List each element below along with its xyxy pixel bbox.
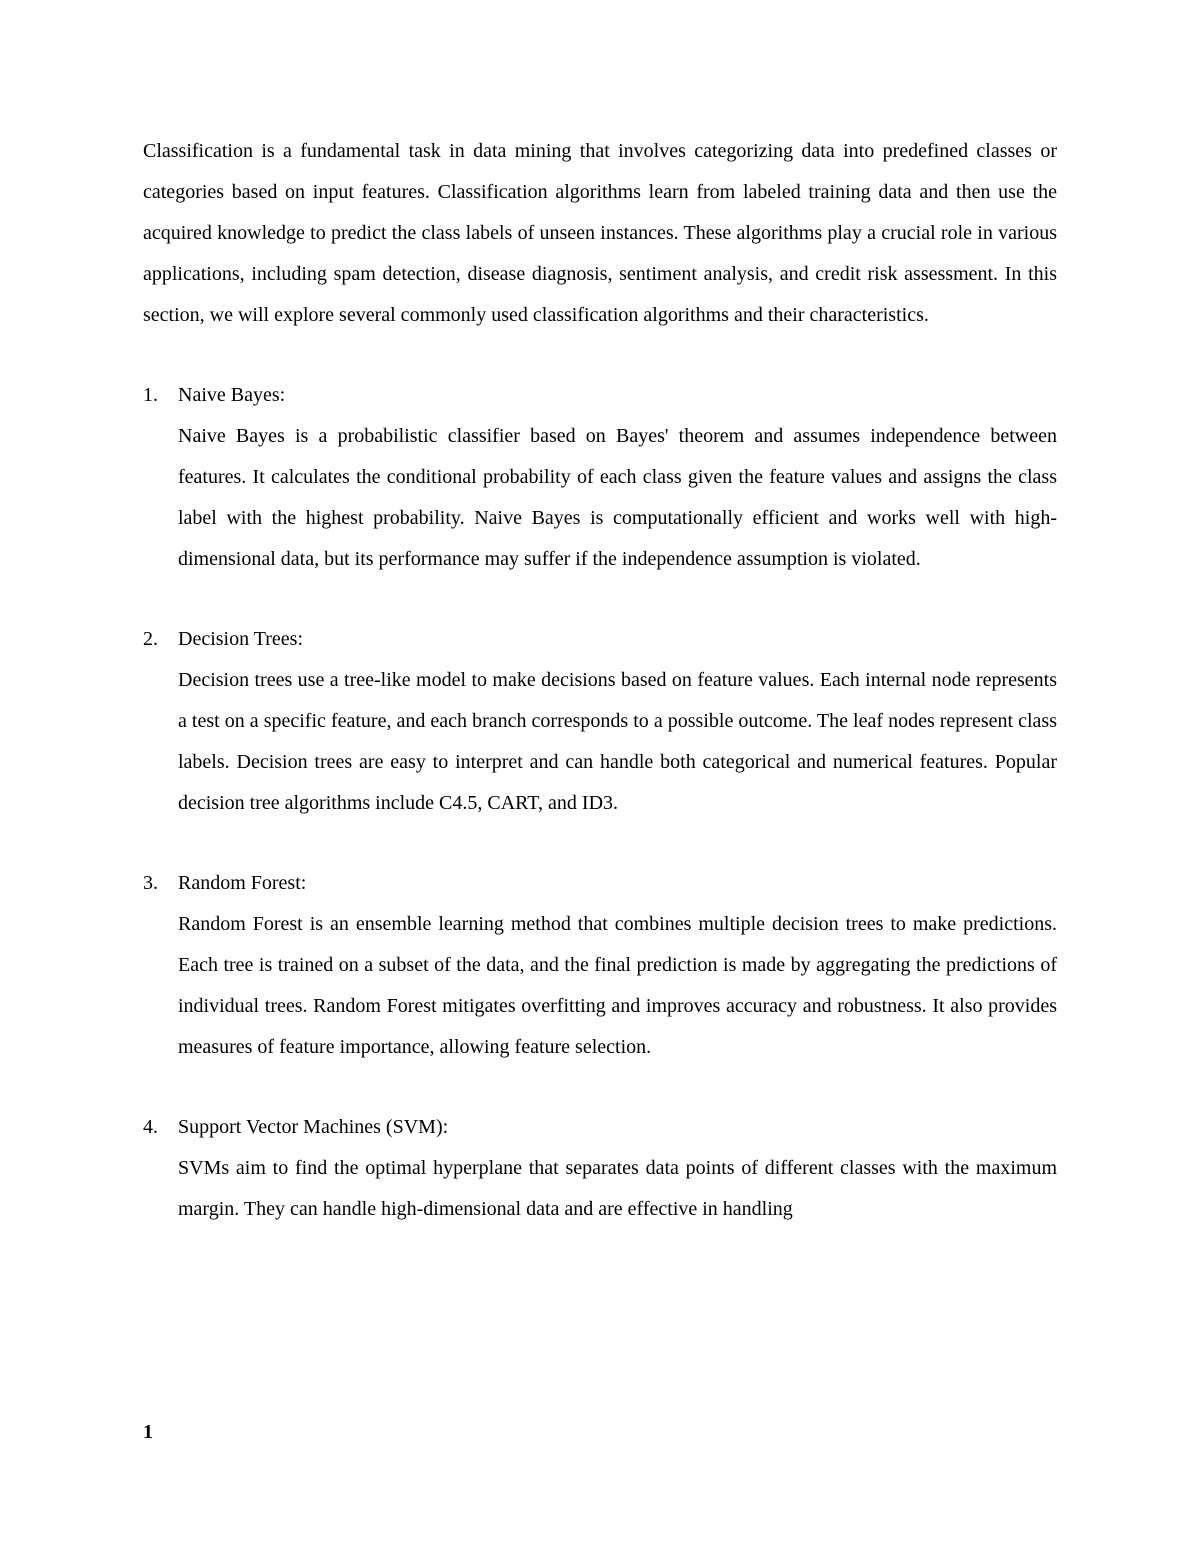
list-item-content bbox=[178, 375, 1057, 580]
page-number: 1 bbox=[143, 1421, 153, 1443]
list-item-title: Random Forest: bbox=[178, 872, 307, 894]
list-item-body: SVMs aim to find the optimal hyperplane that separates data points of different classes with the maximum margin. They can handle high-dimensional data and are effective in handling bbox=[178, 1157, 1057, 1220]
list-item-decision-trees bbox=[143, 619, 1057, 824]
list-item-number: 4. bbox=[143, 1116, 158, 1138]
list-item-content bbox=[178, 1107, 1057, 1230]
list-item-body: Random Forest is an ensemble learning method that combines multiple decision trees to make predictions. Each tree is trained on a subset of the data, and the final prediction is made by aggregating the predictions of individual trees. Random Forest mitigates overfitting and improves accuracy and robustness. It also provides measures of feature importance, allowing feature selection. bbox=[178, 913, 1057, 1058]
list-item-title: Naive Bayes: bbox=[178, 384, 286, 406]
list-item-body: Decision trees use a tree-like model to make decisions based on feature values. Each internal node represents a test on a specific feature, and each branch corresponds to a possible outcome. The leaf nodes represent class labels. Decision trees are easy to interpret and can handle both categorical and numerical features. Popular decision tree algorithms include C4.5, CART, and ID3. bbox=[178, 669, 1057, 814]
list-item-number: 3. bbox=[143, 872, 158, 894]
list-item-svm bbox=[143, 1107, 1057, 1230]
intro-paragraph: Classification is a fundamental task in data mining that involves categorizing data into predefined classes or categories based on input features. Classification algorithms learn from labeled training data and then use the acquired knowledge to predict the class labels of unseen instances. These algorithms play a crucial role in various applications, including spam detection, disease diagnosis, sentiment analysis, and credit risk assessment. In this section, we will explore several commonly used classification algorithms and their characteristics. bbox=[143, 140, 1057, 326]
list-item-number: 1. bbox=[143, 384, 158, 406]
list-item-number: 2. bbox=[143, 628, 158, 650]
list-item-naive-bayes bbox=[143, 375, 1057, 580]
list-item-title: Decision Trees: bbox=[178, 628, 303, 650]
list-item-title: Support Vector Machines (SVM): bbox=[178, 1116, 449, 1138]
list-item-content bbox=[178, 863, 1057, 1068]
list-item-content bbox=[178, 619, 1057, 824]
list-item-body: Naive Bayes is a probabilistic classifier based on Bayes' theorem and assumes independence between features. It calculates the conditional probability of each class given the feature values and assigns the class label with the highest probability. Naive Bayes is computationally efficient and works well with high-dimensional data, but its performance may suffer if the independence assumption is violated. bbox=[178, 425, 1057, 570]
list-item-random-forest bbox=[143, 863, 1057, 1068]
